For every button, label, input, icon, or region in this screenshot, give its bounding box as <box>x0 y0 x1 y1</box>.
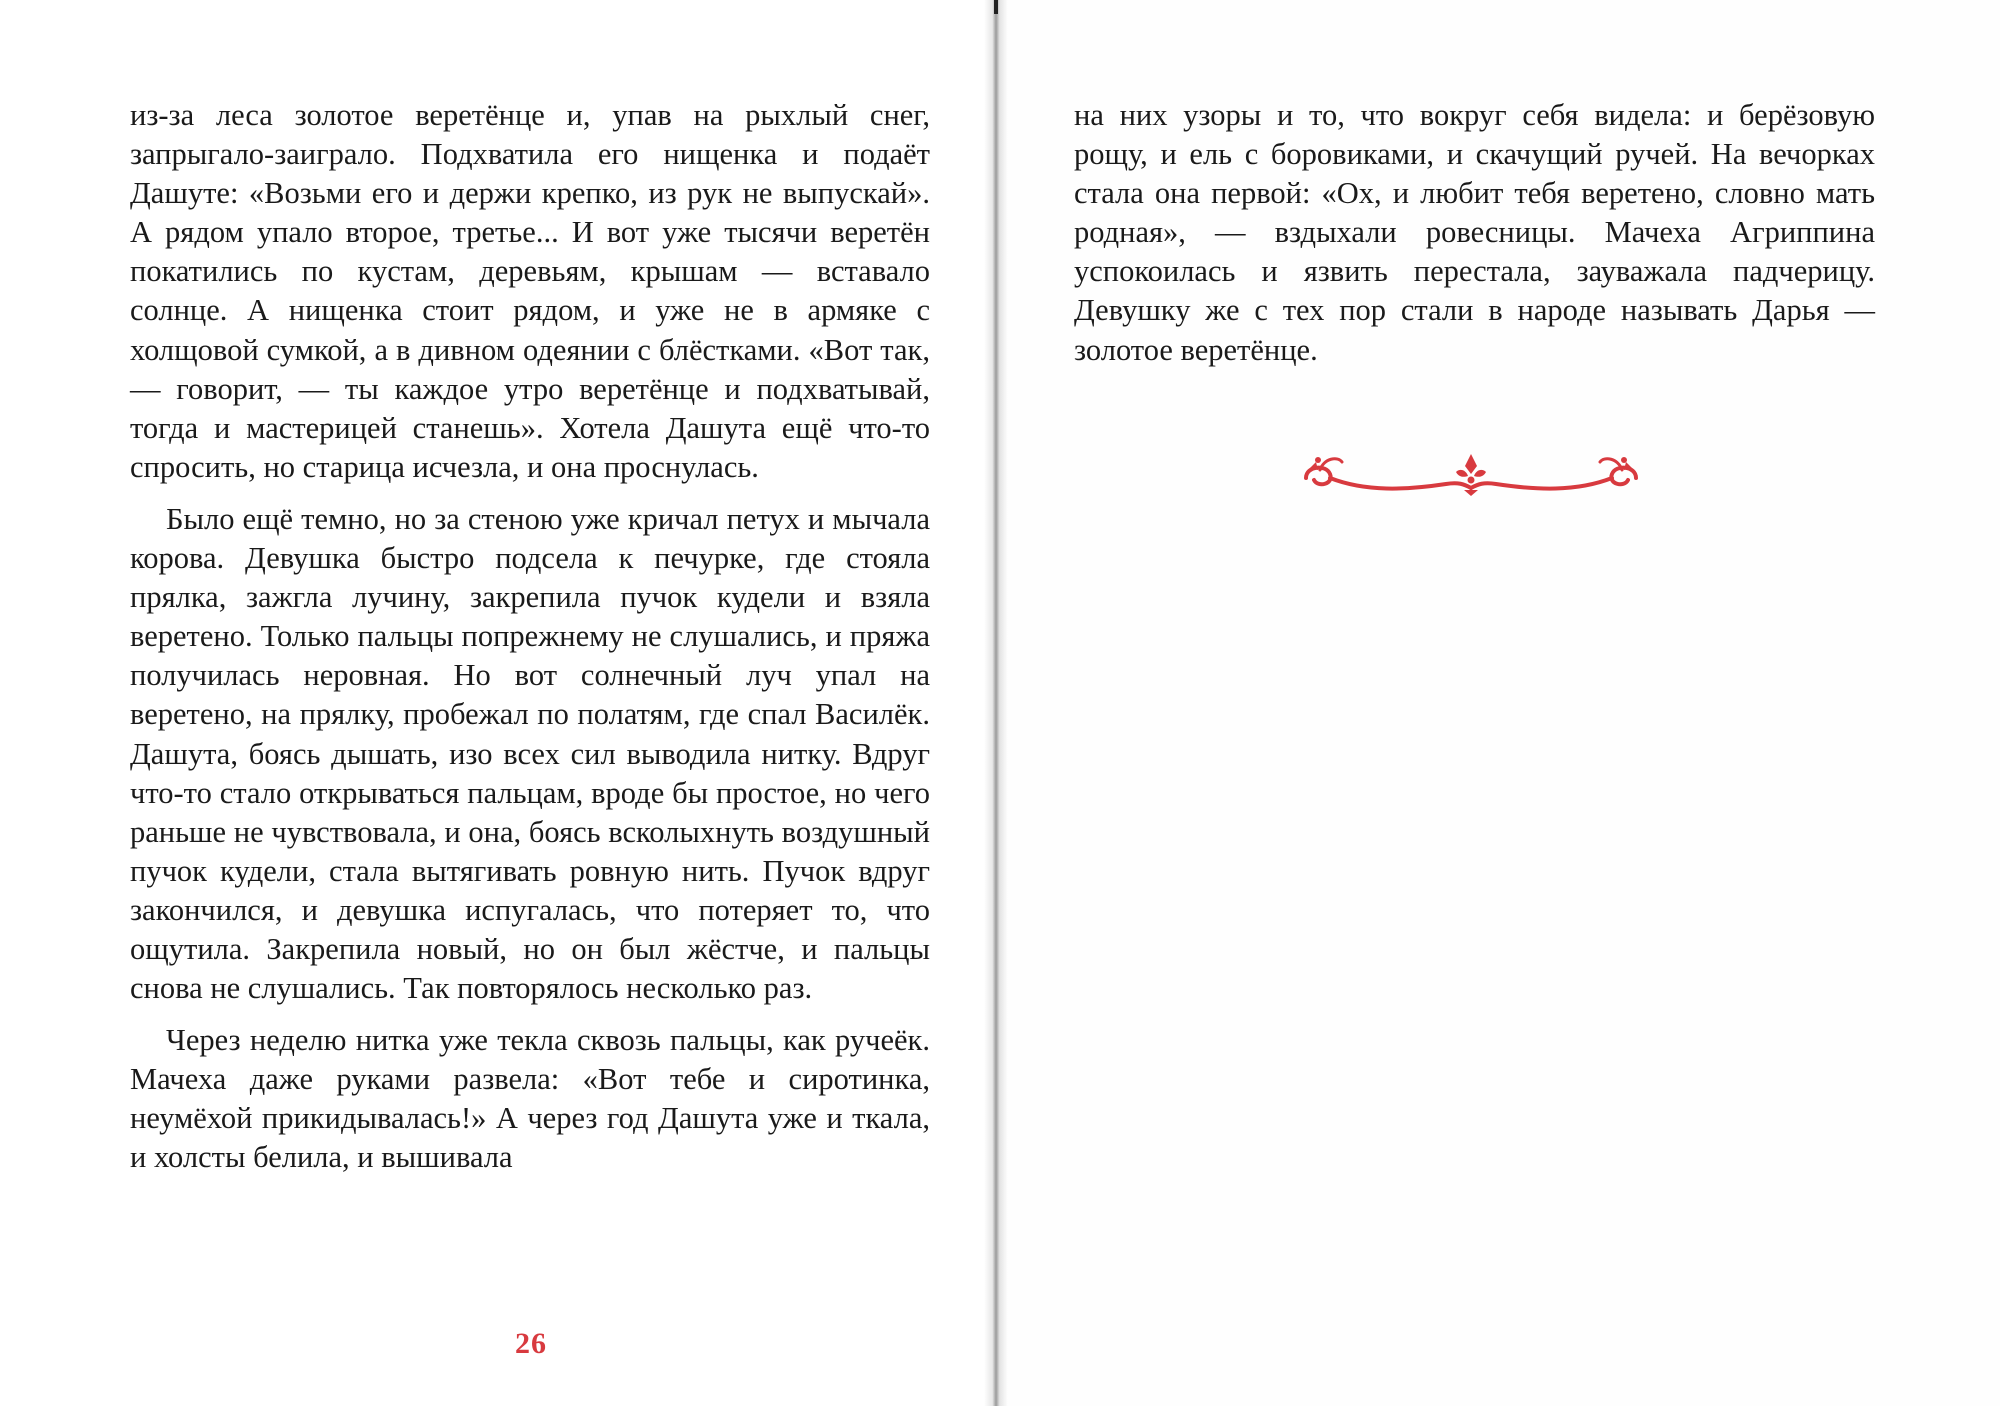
paragraph: Через неделю нитка уже текла сквозь пальцы, как ручеёк. Мачеха даже руками развела: «Вот тебе и сиротинка, неумёхой прикидывалась!» А через год Дашута уже и ткала, и холсты белила, и вышивала <box>130 1023 930 1175</box>
gutter-mark <box>994 0 998 14</box>
book-gutter <box>984 0 1008 1406</box>
chapter-end-ornament-icon <box>1296 448 1646 500</box>
left-page-text <box>130 96 930 1191</box>
paragraph: Было ещё темно, но за стеною уже кричал петух и мычала корова. Девушка быстро подсела к печурке, где стояла прялка, зажгла лучину, закрепила пучок кудели и взяла веретено. Только пальцы попрежнему не слушались, и пряжа получилась неровная. Но вот солнечный луч упал на веретено, на прялку, пробежал по полатям, где спал Василёк. Дашута, боясь дышать, изо всех сил выводила нитку. Вдруг что-то стало открываться пальцам, вроде бы простое, но чего раньше не чувствовала, и она, боясь всколыхнуть воздушный пучок кудели, стала вытягивать ровную нить. Пучок вдруг закончился, и девушка испугалась, что потеряет то, что ощутила. Закрепила новый, но он был жёстче, и пальцы снова не слушались. Так повторялось несколько раз. <box>130 501 930 1006</box>
paragraph: из-за леса золотое веретёнце и, упав на рыхлый снег, запрыгало-заиграло. Подхватила его нищенка и подаёт Дашуте: «Возьми его и держи крепко, из рук не выпускай». А рядом упало второе, третье... И вот уже тысячи веретён покатились по кустам, деревьям, крышам — вставало солнце. А нищенка стоит рядом, и уже не в армяке с холщовой сумкой, а в дивном одеянии с блёстками. «Вот так, — говорит, — ты каждое утро веретёнце и подхватывай, тогда и мастерицей станешь». Хотела Дашута ещё что-то спросить, но старица исчезла, и она проснулась. <box>130 98 930 484</box>
right-page-text <box>1074 96 1875 383</box>
page-number: 26 <box>515 1327 547 1360</box>
paragraph: на них узоры и то, что вокруг себя видела: и берёзовую рощу, и ель с боровиками, и скачущий ручей. На вечорках стала она первой: «Ох, и любит тебя веретено, словно мать родная», — вздыхали ровесницы. Мачеха Агриппина успокоилась и язвить перестала, зауважала падчерицу. Девушку же с тех пор стали в народе называть Дарья — золотое веретёнце. <box>1074 98 1875 367</box>
